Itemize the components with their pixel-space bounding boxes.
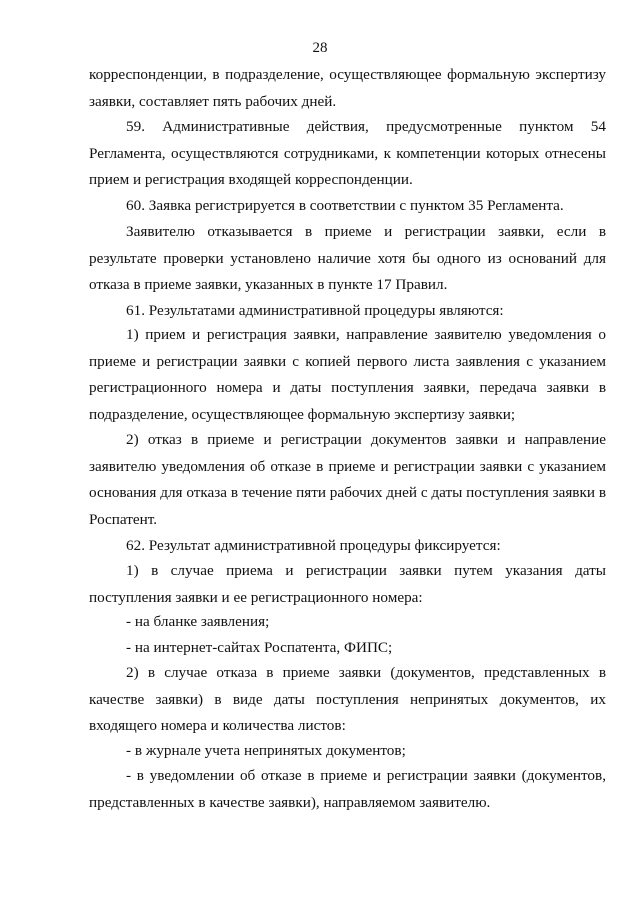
paragraph-62: 62. Результат административной процедуры фиксируется: xyxy=(126,537,501,554)
list-item-journal: - в журнале учета непринятых документов; xyxy=(126,742,406,759)
paragraph-61-item-2: 2) отказ в приеме и регистрации документов заявки и направление заявителю уведомления об отказе в приеме и регистрации заявки с указанием основания для отказа в течение пяти рабочих дней с даты поступления заявки в Роспатент. xyxy=(89,431,606,528)
paragraph-61-item-1: 1) прием и регистрация заявки, направление заявителю уведомления о приеме и регистрации заявки с копией первого листа заявления с указанием регистрационного номера и даты поступления заявки, передача заявки в подразделение, осуществляющее формальную экспертизу заявки; xyxy=(89,326,606,423)
paragraph-59: 59. Административные действия, предусмотренные пунктом 54 Регламента, осуществляются сотрудниками, к компетенции которых отнесены прием и регистрация входящей корреспонденции. xyxy=(89,118,606,188)
page-number: 28 xyxy=(312,40,328,56)
paragraph-62-item-1: 1) в случае приема и регистрации заявки путем указания даты поступления заявки и ее регистрационного номера: xyxy=(89,562,606,606)
paragraph-61: 61. Результатами административной процедуры являются: xyxy=(126,302,504,319)
paragraph-60: 60. Заявка регистрируется в соответствии с пунктом 35 Регламента. xyxy=(126,197,564,214)
paragraph-refusal: Заявителю отказывается в приеме и регистрации заявки, если в результате проверки установлено наличие хотя бы одного из оснований для отказа в приеме заявки, указанных в пункте 17 Правил. xyxy=(89,223,606,293)
list-item-blank: - на бланке заявления; xyxy=(126,613,270,630)
list-item-websites: - на интернет-сайтах Роспатента, ФИПС; xyxy=(126,639,393,656)
paragraph-continuation: корреспонденции, в подразделение, осуществляющее формальную экспертизу заявки, составляет пять рабочих дней. xyxy=(89,66,606,110)
paragraph-62-item-2: 2) в случае отказа в приеме заявки (документов, представленных в качестве заявки) в виде даты поступления непринятых документов, их входящего номера и количества листов: xyxy=(89,664,606,734)
list-item-notification: - в уведомлении об отказе в приеме и регистрации заявки (документов, представленных в качестве заявки), направляемом заявителю. xyxy=(89,767,606,811)
